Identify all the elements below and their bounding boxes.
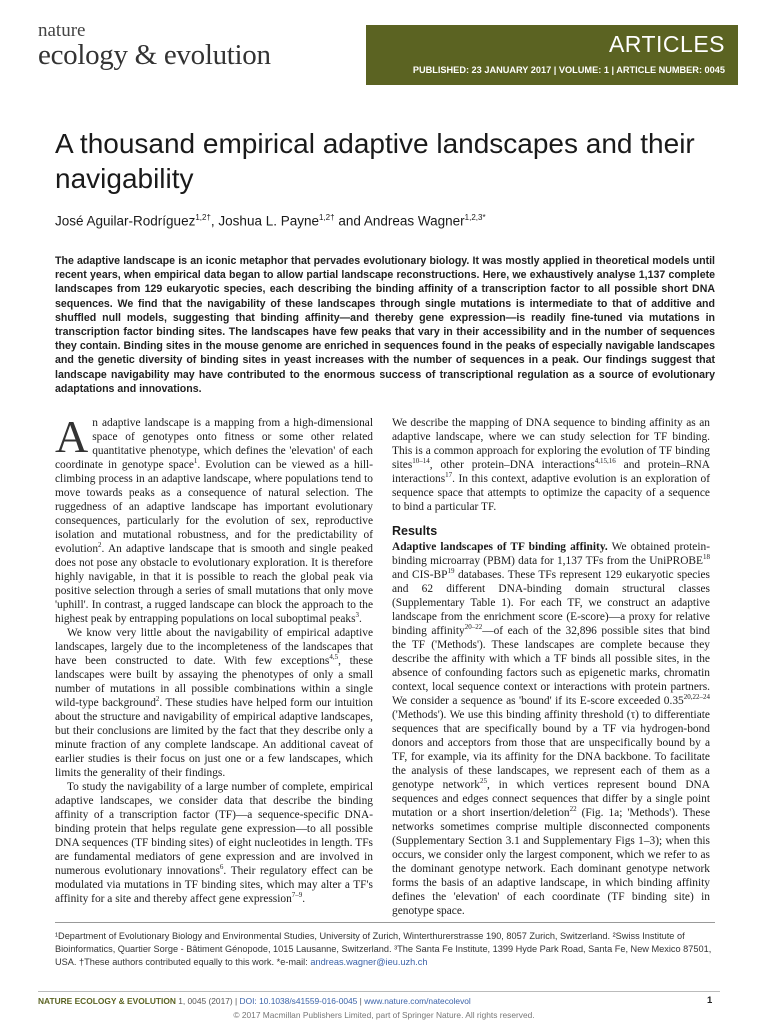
footer-separator: | — [357, 996, 365, 1006]
author-name[interactable]: José Aguilar-Rodríguez — [55, 213, 196, 229]
affiliations-text: ¹Department of Evolutionary Biology and Environmental Studies, University of Zurich, Winterthurerstrasse 190, 8057 Zurich, Switzerland. ²Swiss Institute of Bioinformatics, Quartier Sorge - Bâtiment Génopode, 1015 Lausanne, Switzerland. ³The Santa Fe Institute, 1399 Hyde Park Road, Santa Fe, New Mexico 87501, USA. †These authors contributed equally to this work. *e-mail: — [55, 931, 712, 968]
body-paragraph — [392, 540, 710, 918]
citation-ref[interactable]: 2 — [98, 541, 102, 550]
section-label: ARTICLES — [608, 31, 725, 57]
citation-ref[interactable]: 7–9 — [291, 891, 303, 900]
footer-divider — [38, 991, 720, 992]
copyright-notice: © 2017 Macmillan Publishers Limited, part of Springer Nature. All rights reserved. — [233, 1010, 535, 1020]
body-text: and CIS-BP — [392, 569, 448, 581]
body-text: . In this context, adaptive evolution is an exploration of sequence space that attempts to optimize the capacity of a sequence to bind a particular TF. — [392, 473, 710, 513]
citation-ref[interactable]: 17 — [445, 471, 453, 480]
body-text: . — [359, 613, 362, 625]
author-affiliation: 1,2† — [195, 213, 211, 222]
body-text: , these landscapes were built by assaying the phenotypes of only a small number of mutations in all possible combinations within a single wild-type background — [55, 655, 373, 709]
body-text: We obtained protein-binding microarray (PBM) data for 1,137 TFs from the UniPROBE — [392, 541, 710, 567]
body-text: and protein–RNA interactions — [392, 459, 710, 485]
page-footer — [38, 996, 471, 1006]
citation-ref[interactable]: 20–22 — [464, 623, 483, 632]
publication-info: PUBLISHED: 23 JANUARY 2017 | VOLUME: 1 | ARTICLE NUMBER: 0045 — [412, 65, 725, 75]
page-number: 1 — [707, 995, 713, 1006]
abstract: The adaptive landscape is an iconic metaphor that pervades evolutionary biology. It was mostly applied in theoretical models until recent years, when empirical data began to allow partial landscape reconstructions. Here, we exhaustively analyse 1,137 complete landscapes from 129 eukaryotic species, each describing the binding affinity of a transcription factor to all possible short DNA sequences. We find that the navigability of these landscapes through single mutations is intermediate to that of additive and shuffled null models, suggesting that binding affinity—and thereby gene expression—is readily fine-tuned via mutations in transcription factor binding sites. The landscapes have few peaks that vary in their accessibility and in the number of sequences they contain. Binding sites in the mouse genome are enriched in sequences found in the peaks of especially navigable landscapes and the genetic diversity of binding sites in yeast increases with the number of sequences in a peak. Our findings suggest that landscape navigability may have contributed to the enormous success of transcriptional regulation as a source of evolutionary adaptations and innovations. — [55, 255, 715, 395]
author-separator: , — [210, 213, 219, 229]
body-text: We describe the mapping of DNA sequence to binding affinity as an adaptive landscape, where we can study selection for TF binding. This is a common approach for exploring the evolution of TF binding sites — [392, 417, 710, 471]
citation-ref[interactable]: 25 — [479, 777, 487, 786]
body-text: . Their regulatory effect can be modulated via mutations in TF binding sites, which may alter a TF's affinity for a site and thereby affect gene expression — [55, 865, 373, 905]
body-text: , in which vertices represent bound DNA sequences and edges connect sequences that differ by a single point mutation or a short insertion/deletion — [392, 779, 710, 819]
body-paragraph — [55, 626, 373, 780]
body-text: To study the navigability of a large number of complete, empirical adaptive landscapes, we consider data that describe the binding affinity of a transcription factor (TF)—a sequence-specific DNA-binding protein that helps regulate gene expression—to all possible DNA sequences (TF binding sites) of eight nucleotides in length. TFs are fundamental mediators of gene expression and are involved in numerous evolutionary innovations — [55, 781, 373, 877]
body-column-right — [392, 416, 710, 918]
citation-ref[interactable]: 19 — [447, 567, 455, 576]
citation-ref[interactable]: 20,22–24 — [683, 693, 710, 702]
author-name[interactable]: Andreas Wagner — [363, 213, 465, 229]
body-text: We know very little about the navigability of empirical adaptive landscapes, largely due to the incompleteness of the landscapes that have been constructed to date. With few exceptions — [55, 627, 373, 667]
body-text: ('Methods'). We use this binding affinity threshold (τ) to differentiate sequences that are specifically bound by a TF via hydrogen-bond donors and acceptors from those that are unspecifically bound by a TF, for example, via its affinity for the DNA backbone. To facilitate the analysis of these landscapes, we represent each of them as a genotype network — [392, 709, 710, 791]
journal-logo-name: ecology & evolution — [38, 39, 271, 71]
body-text: (Fig. 1a; 'Methods'). These networks sometimes comprise multiple disconnected components (Supplementary Section 3.1 and Supplementary Figs 1–3); when this occurs, we consider only the largest component, which we refer to as the dominant genotype network. Each dominant genotype network forms the basis of an adaptive landscape, in which binding affinity defines the 'elevation' of each coordinate (TF binding site) in genotype space. — [392, 807, 710, 917]
citation-ref[interactable]: 4,5 — [329, 653, 339, 662]
body-paragraph — [55, 411, 373, 626]
citation-ref[interactable]: 3 — [355, 611, 360, 620]
citation-ref[interactable]: 1 — [193, 457, 198, 466]
journal-url-link[interactable]: www.nature.com/natecolevol — [364, 996, 471, 1006]
journal-logo-nature: nature — [38, 20, 86, 41]
body-text: . — [302, 893, 306, 905]
drop-cap: A — [55, 411, 89, 462]
article-title: A thousand empirical adaptive landscapes and their navigability — [55, 128, 695, 194]
author-list — [55, 213, 486, 229]
footer-citation: 1, 0045 (2017) | — [175, 996, 240, 1006]
author-affiliation: 1,2,3* — [464, 213, 486, 222]
footer-journal-name: NATURE ECOLOGY & EVOLUTION — [38, 996, 176, 1006]
body-paragraph — [55, 780, 373, 906]
corresponding-email-link[interactable]: andreas.wagner@ieu.uzh.ch — [310, 957, 428, 968]
articles-banner — [366, 25, 738, 85]
citation-ref[interactable]: 10–14 — [412, 457, 430, 466]
author-separator: and — [334, 213, 364, 229]
citation-ref[interactable]: 18 — [703, 553, 710, 562]
author-name[interactable]: Joshua L. Payne — [218, 213, 319, 229]
doi-link[interactable]: DOI: 10.1038/s41559-016-0045 — [239, 996, 358, 1006]
affiliations-footnote — [55, 930, 725, 970]
citation-ref[interactable]: 6 — [219, 863, 224, 872]
body-text: . These studies have helped form our intuition about the structure and navigability of empirical adaptive landscapes, but their conclusions are limited by the fact that they describe only a minute fraction of any complete landscape. An additional caveat of earlier studies is their focus on just one or a few landscapes, which limits the generality of their findings. — [55, 697, 373, 779]
citation-ref[interactable]: 4,15,16 — [594, 457, 616, 466]
journal-logo — [38, 22, 271, 70]
citation-ref[interactable]: 22 — [569, 805, 577, 814]
footnote-divider — [55, 922, 715, 923]
citation-ref[interactable]: 2 — [155, 695, 160, 704]
body-text: . Evolution can be viewed as a hill-climbing process in an adaptive landscape, where populations tend to move towards peaks as a consequence of natural selection. The ruggedness of an adaptive landscape has important evolutionary consequences, particularly for the evolution of sex, reproductive isolation and mutational robustness, and for the predictability of evolution — [55, 459, 373, 555]
body-text: , other protein–DNA interactions — [429, 459, 595, 471]
subsection-heading: Adaptive landscapes of TF binding affinity. — [392, 541, 608, 553]
author-affiliation: 1,2† — [319, 213, 335, 222]
body-text: databases. These TFs represent 129 eukaryotic species and 62 different DNA-binding domain structural classes (Supplementary Table 1). For each TF, we construct an adaptive landscape from the enrichment score (E-score)—a proxy for relative binding affinity — [392, 569, 710, 637]
journal-header — [0, 0, 768, 90]
body-column-left — [55, 411, 373, 906]
body-text: —of each of the 32,896 possible sites that bind the TF ('Methods'). These landscapes are complete because they describe the affinity with which a TF binds all possible sites, in the absence of confounding factors such as epigenetic marks, chromatin context, local sequence context or interactions with protein partners. We consider a sequence as 'bound' if its E-score exceeded 0.35 — [392, 625, 710, 707]
body-paragraph — [392, 416, 710, 514]
section-heading-results: Results — [392, 524, 438, 538]
body-text: . An adaptive landscape that is smooth and single peaked does not pose any obstacle to evolutionary exploration. It is therefore highly navigable, in that it is possible to reach the global peak via positive selection through a series of small mutations that only move 'uphill'. In contrast, a rugged landscape can block the approach to the highest peak by entrapping populations on local suboptimal peaks — [55, 543, 373, 625]
body-text: n adaptive landscape is a mapping from a high-dimensional space of genotypes onto fitness or some other related quantitative phenotype, which defines the 'elevation' of each coordinate in genotype space — [55, 417, 373, 471]
